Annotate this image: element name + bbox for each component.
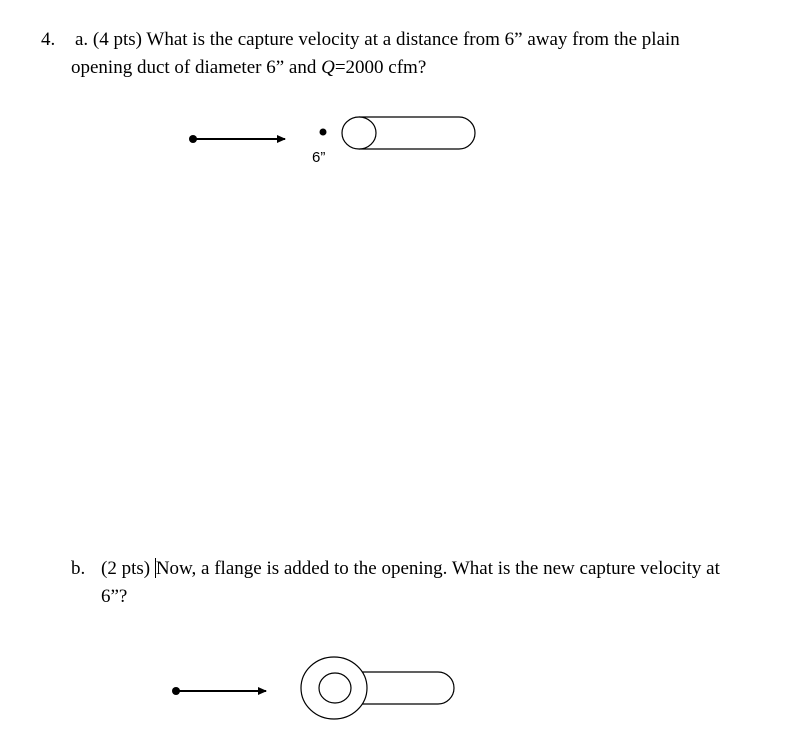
capture-point <box>320 129 327 136</box>
diagram-b-velocity-arrow <box>172 687 266 695</box>
question-b-letter: b. <box>71 558 86 579</box>
question-a-line2-value: =2000 cfm? <box>334 57 427 78</box>
distance-label: 6” <box>312 149 326 166</box>
diagram-a-velocity-arrow <box>189 135 285 143</box>
flow-rate-variable: Q <box>321 57 335 78</box>
flanged-duct <box>301 657 454 719</box>
plain-duct <box>342 117 475 149</box>
flanged-duct-opening <box>319 673 351 703</box>
question-b-line2: 6”? <box>101 586 128 607</box>
question-a-line2-text: opening duct of diameter 6” and <box>71 57 322 78</box>
question-b-prompt: Now, a flange is added to the opening. What is the new capture velocity at <box>155 558 720 579</box>
question-a-line1: a. (4 pts) What is the capture velocity at a distance from 6” away from the plain <box>75 29 680 50</box>
question-number: 4. <box>41 29 56 50</box>
duct-opening <box>342 117 376 149</box>
question-b-points: (2 pts) <box>101 558 155 579</box>
